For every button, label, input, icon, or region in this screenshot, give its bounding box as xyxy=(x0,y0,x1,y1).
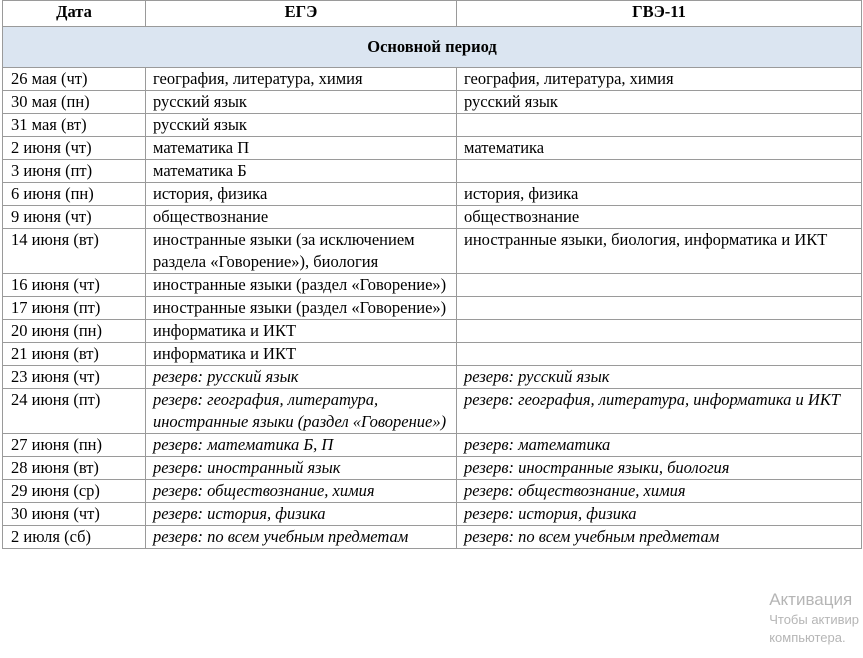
row-date: 17 июня (пт) xyxy=(3,297,146,320)
row-ege: резерв: обществознание, химия xyxy=(146,480,457,503)
row-gve: иностранные языки, биология, информатика и ИКТ xyxy=(457,229,862,274)
schedule-row xyxy=(3,114,862,137)
row-gve: обществознание xyxy=(457,206,862,229)
row-gve xyxy=(457,297,862,320)
row-gve: география, литература, химия xyxy=(457,68,862,91)
row-date: 3 июня (пт) xyxy=(3,160,146,183)
schedule-row xyxy=(3,160,862,183)
watermark-line-3: компьютера. xyxy=(769,630,846,645)
schedule-row xyxy=(3,206,862,229)
period-title: Основной период xyxy=(3,27,862,68)
row-date: 29 июня (ср) xyxy=(3,480,146,503)
schedule-row xyxy=(3,229,862,274)
row-ege: математика П xyxy=(146,137,457,160)
header-date: Дата xyxy=(3,1,146,27)
row-date: 26 мая (чт) xyxy=(3,68,146,91)
row-ege: резерв: математика Б, П xyxy=(146,434,457,457)
row-gve xyxy=(457,274,862,297)
row-date: 14 июня (вт) xyxy=(3,229,146,274)
row-ege: география, литература, химия xyxy=(146,68,457,91)
row-ege: русский язык xyxy=(146,91,457,114)
header-gve: ГВЭ-11 xyxy=(457,1,862,27)
watermark-line-2: Чтобы активир xyxy=(769,612,859,627)
schedule-row xyxy=(3,137,862,160)
row-date: 31 мая (вт) xyxy=(3,114,146,137)
activation-watermark xyxy=(769,589,859,647)
row-gve xyxy=(457,160,862,183)
exam-schedule-table xyxy=(2,0,862,549)
schedule-row xyxy=(3,526,862,549)
row-ege: резерв: география, литература, иностранные языки (раздел «Говорение») xyxy=(146,389,457,434)
row-gve: резерв: математика xyxy=(457,434,862,457)
row-gve xyxy=(457,114,862,137)
row-ege: иностранные языки (раздел «Говорение») xyxy=(146,297,457,320)
row-date: 2 июня (чт) xyxy=(3,137,146,160)
row-gve: резерв: русский язык xyxy=(457,366,862,389)
row-ege: математика Б xyxy=(146,160,457,183)
schedule-row xyxy=(3,480,862,503)
row-date: 24 июня (пт) xyxy=(3,389,146,434)
schedule-row xyxy=(3,434,862,457)
row-ege: иностранные языки (раздел «Говорение») xyxy=(146,274,457,297)
row-date: 2 июля (сб) xyxy=(3,526,146,549)
schedule-row xyxy=(3,320,862,343)
row-gve: математика xyxy=(457,137,862,160)
row-ege: резерв: история, физика xyxy=(146,503,457,526)
row-gve: русский язык xyxy=(457,91,862,114)
row-gve: история, физика xyxy=(457,183,862,206)
row-ege: иностранные языки (за исключением раздела «Говорение»), биология xyxy=(146,229,457,274)
schedule-row xyxy=(3,297,862,320)
schedule-row xyxy=(3,366,862,389)
row-ege: информатика и ИКТ xyxy=(146,320,457,343)
row-gve: резерв: иностранные языки, биология xyxy=(457,457,862,480)
schedule-row xyxy=(3,343,862,366)
row-ege: обществознание xyxy=(146,206,457,229)
header-row xyxy=(3,1,862,27)
row-ege: резерв: иностранный язык xyxy=(146,457,457,480)
schedule-row xyxy=(3,91,862,114)
row-gve xyxy=(457,343,862,366)
schedule-row xyxy=(3,274,862,297)
row-ege: резерв: по всем учебным предметам xyxy=(146,526,457,549)
row-date: 20 июня (пн) xyxy=(3,320,146,343)
row-gve xyxy=(457,320,862,343)
row-gve: резерв: по всем учебным предметам xyxy=(457,526,862,549)
row-date: 21 июня (вт) xyxy=(3,343,146,366)
schedule-row xyxy=(3,457,862,480)
schedule-row xyxy=(3,389,862,434)
schedule-row xyxy=(3,503,862,526)
row-date: 28 июня (вт) xyxy=(3,457,146,480)
schedule-row xyxy=(3,183,862,206)
row-ege: резерв: русский язык xyxy=(146,366,457,389)
period-row xyxy=(3,27,862,68)
row-date: 6 июня (пн) xyxy=(3,183,146,206)
row-date: 16 июня (чт) xyxy=(3,274,146,297)
row-date: 30 мая (пн) xyxy=(3,91,146,114)
row-gve: резерв: география, литература, информатика и ИКТ xyxy=(457,389,862,434)
schedule-row xyxy=(3,68,862,91)
watermark-line-1: Активация xyxy=(769,590,853,609)
row-date: 27 июня (пн) xyxy=(3,434,146,457)
row-gve: резерв: обществознание, химия xyxy=(457,480,862,503)
row-date: 30 июня (чт) xyxy=(3,503,146,526)
header-ege: ЕГЭ xyxy=(146,1,457,27)
row-ege: информатика и ИКТ xyxy=(146,343,457,366)
row-gve: резерв: история, физика xyxy=(457,503,862,526)
row-date: 23 июня (чт) xyxy=(3,366,146,389)
row-date: 9 июня (чт) xyxy=(3,206,146,229)
row-ege: история, физика xyxy=(146,183,457,206)
row-ege: русский язык xyxy=(146,114,457,137)
